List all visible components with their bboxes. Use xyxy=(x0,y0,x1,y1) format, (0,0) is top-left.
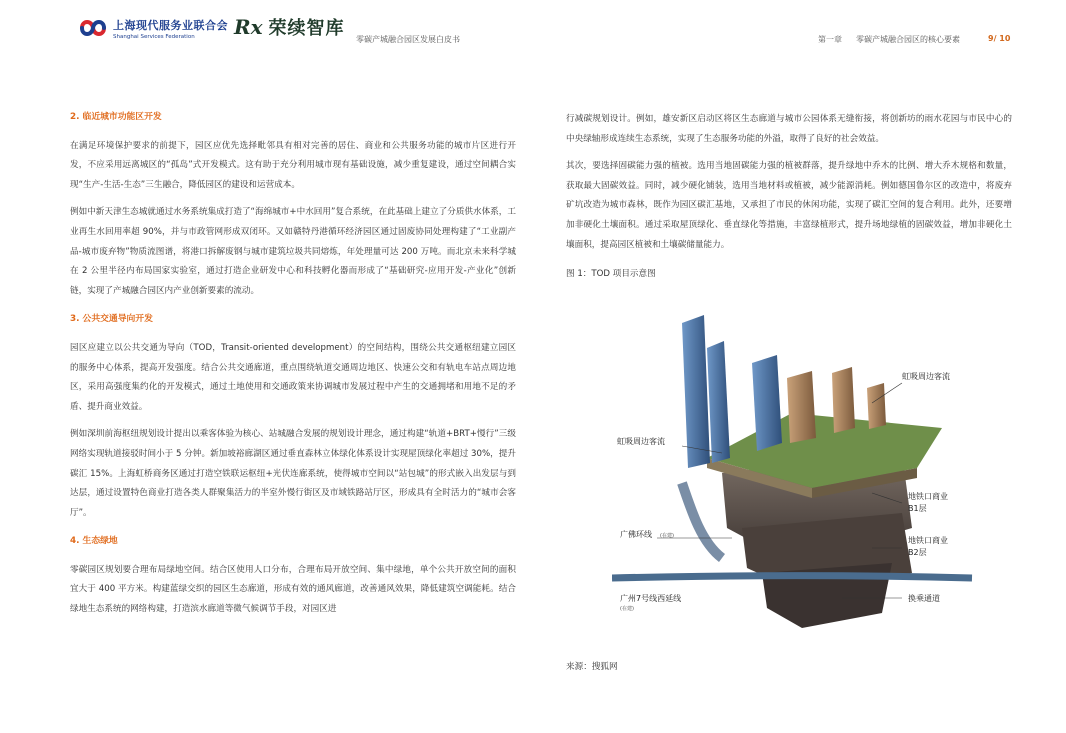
label-metro-b1: 地铁口商业 xyxy=(908,492,948,501)
page-header xyxy=(0,0,1066,60)
label-transfer-passage: 换乘通道 xyxy=(908,594,940,603)
section-heading-4: 4. 生态绿地 xyxy=(70,536,118,547)
rx-logo-mark: Rx xyxy=(234,15,263,39)
section-heading-2: 2. 临近城市功能区开发 xyxy=(70,112,162,122)
tower-2-shape xyxy=(707,341,730,463)
ssf-name-en: Shanghai Services Federation xyxy=(113,33,195,40)
rail-line-shape xyxy=(612,576,972,578)
paragraph: 例如深圳前海枢纽规划设计提出以乘客体验为核心、站城融合发展的规划设计理念，通过构建“轨道+BRT+慢行”三级网络实现轨道接驳时间小于 5 分钟。新加坡裕廊湖区通过垂直森林立体绿化体系设计实现屋顶绿化率超过 30%，提升碳汇 15%。上海虹桥商务区通过打造空铁联运枢纽+光伏连廊系统，使得城市空间以“站包城”的形式嵌入出发层与到达层，通过设置特色商业打造各类人群聚集活力的半室外慢行街区及市域铁路站厅区，形成具有全时活力的“城市会客厅”。 xyxy=(70,429,516,518)
ssf-logo-icon xyxy=(78,16,108,40)
chapter-title: 零碳产城融合园区的核心要素 xyxy=(856,35,960,44)
label-guangfo-loop-note: (在建) xyxy=(660,533,674,539)
tower-4-shape xyxy=(787,371,816,443)
left-column xyxy=(70,108,516,620)
ssf-logo xyxy=(78,16,228,40)
rx-logo xyxy=(234,14,345,40)
paragraph: 园区应建立以公共交通为导向（TOD，Transit-oriented development）的空间结构，围绕公共交通枢纽建立园区的服务中心体系，提高开发强度。结合公共交通廊道，重点围绕轨道交通周边地区、快速公交和有轨电车站点周边地区，采用高强度集约化的开发模式，通过土地使用和交通政策来协调城市发展过程中产生的交通拥堵和用地不足的矛盾、提升商业效益。 xyxy=(70,342,516,412)
label-metro-b2: 地铁口商业 xyxy=(908,536,948,545)
paragraph: 例如中新天津生态城就通过水务系统集成打造了“海绵城市+中水回用”复合系统，在此基础上建立了分质供水体系，工业再生水回用率超 90%，并与市政管网形成双闭环。又如赣特丹港循环经济园区通过固废协同处理构建了“工业副产品-城市废弃物”物质流图谱，将港口拆解废钢与城市建筑垃圾共同熔炼，年处理量可达 200 万吨。而北京未来科学城在 2 公里半径内布局国家实验室，通过打造企业研发中心和科技孵化器而形成了“基础研究-应用开发-产业化”创新链，实现了产城融合园区内产业创新要素的流动。 xyxy=(70,207,516,296)
label-siphon-right: 虹吸周边客流 xyxy=(902,372,950,381)
paragraph: 行减碳规划设计。例如，雄安新区启动区将区生态廊道与城市公园体系无缝衔接，将创新坊的雨水花园与市民中心的中央绿轴形成连续生态系统，实现了生态服务功能的外溢，取得了良好的社会效益。 xyxy=(566,114,1012,144)
tod-project-illustration xyxy=(612,313,992,643)
tower-6-shape xyxy=(867,383,886,429)
figure-source: 来源：搜狐网 xyxy=(566,662,618,672)
label-guangfo-loop: 广佛环线 xyxy=(620,530,652,539)
chapter-number: 第一章 xyxy=(818,35,842,44)
paragraph: 零碳园区规划要合理布局绿地空间。结合区使用人口分布，合理布局开放空间、集中绿地，单个公共开放空间的面积宜大于 400 平方米。构建蓝绿交织的园区生态廊道，形成有效的通风廊道，改善通风效果，降低建筑空调能耗。结合绿地生态系统的网络构建，打造滨水廊道等微气候调节手段，对园区进 xyxy=(70,564,516,615)
ssf-name-cn: 上海现代服务业联合会 xyxy=(113,18,228,32)
label-line7: 广州7号线西延线 xyxy=(620,594,682,603)
transfer-tunnel-shape xyxy=(682,483,722,558)
tower-5-shape xyxy=(832,367,855,433)
tower-1-shape xyxy=(682,315,710,468)
chapter-heading xyxy=(818,34,960,45)
page-number: 9/ 10 xyxy=(988,34,1011,43)
right-column xyxy=(566,110,1012,285)
figure-caption: 图 1：TOD 项目示意图 xyxy=(566,269,656,280)
label-b1: B1层 xyxy=(908,504,927,513)
paragraph: 其次，要选择固碳能力强的植被。选用当地固碳能力强的植被群落，提升绿地中乔木的比例、增大乔木规格和数量，获取最大固碳效益。同时，减少硬化铺装，选用当地材料或植被，减少能源消耗。例如德国鲁尔区的改造中，将废弃矿坑改造为城市森林，既作为园区碳汇基地，又承担了市民的休闲功能，实现了碳汇空间的复合利用。此外，还要增加非硬化土壤面积。通过采取屋顶绿化、垂直绿化等措施，丰富绿植形式，提升场地绿植的固碳效益，增加非硬化土壤面积，提高园区植被和土壤碳储量能力。 xyxy=(566,161,1012,250)
label-b2: B2层 xyxy=(908,548,927,557)
label-line7-note: (在建) xyxy=(620,606,634,612)
paragraph: 在满足环境保护要求的前提下，园区应优先选择毗邻具有相对完善的居住、商业和公共服务功能的城市片区进行开发，不应采用远离城区的“孤岛”式开发模式。这有助于充分利用城市现有基础设施，减少重复建设，通过空间耦合实现“生产-生活-生态”三生融合，降低园区的建设和运营成本。 xyxy=(70,140,516,190)
tower-3-shape xyxy=(752,355,782,451)
section-heading-3: 3. 公共交通导向开发 xyxy=(70,314,153,325)
label-siphon-left: 虹吸周边客流 xyxy=(617,437,665,446)
rx-logo-name: 荣续智库 xyxy=(268,18,345,39)
document-title: 零碳产城融合园区发展白皮书 xyxy=(356,35,460,44)
